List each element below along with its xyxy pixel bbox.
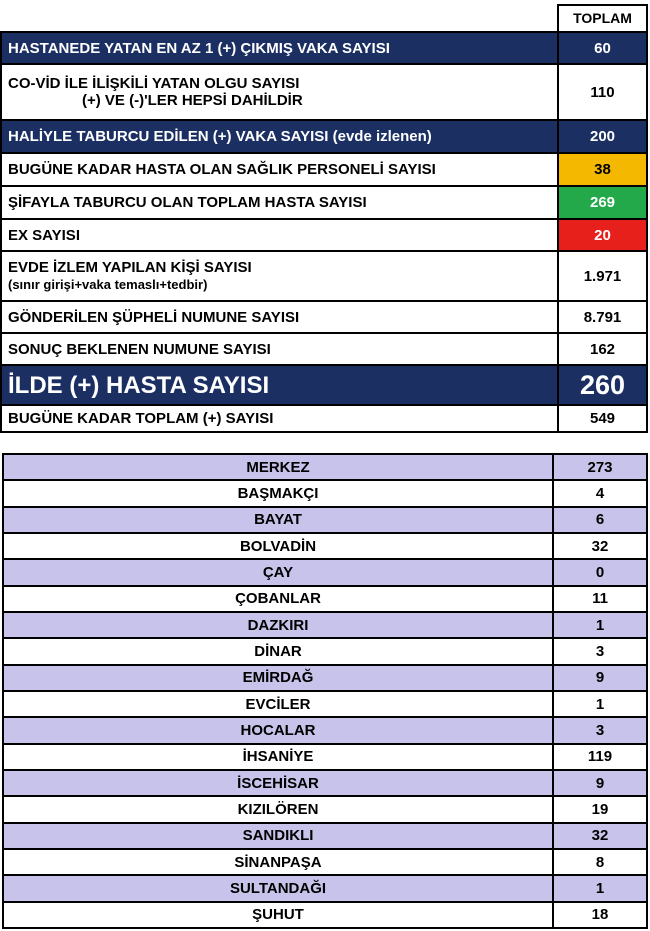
district-row bbox=[3, 454, 647, 480]
summary-row-value: 38 bbox=[558, 153, 647, 186]
district-row bbox=[3, 691, 647, 717]
district-value: 9 bbox=[553, 665, 647, 691]
district-value: 119 bbox=[553, 744, 647, 770]
summary-row-label bbox=[1, 64, 558, 120]
summary-row-value: 260 bbox=[558, 365, 647, 405]
summary-row-label: EX SAYISI bbox=[1, 219, 558, 251]
summary-row-label bbox=[1, 251, 558, 301]
district-value: 32 bbox=[553, 533, 647, 559]
summary-row-label-line1: EVDE İZLEM YAPILAN KİŞİ SAYISI bbox=[8, 259, 252, 276]
district-row bbox=[3, 507, 647, 533]
district-name: ÇAY bbox=[3, 559, 553, 585]
summary-row-label: ŞİFAYLA TABURCU OLAN TOPLAM HASTA SAYISI bbox=[1, 186, 558, 219]
summary-row bbox=[1, 301, 647, 333]
district-name: DAZKIRI bbox=[3, 612, 553, 638]
district-name: EVCİLER bbox=[3, 691, 553, 717]
summary-row bbox=[1, 32, 647, 64]
district-row bbox=[3, 612, 647, 638]
district-value: 18 bbox=[553, 902, 647, 928]
district-value: 6 bbox=[553, 507, 647, 533]
summary-row-label: HALİYLE TABURCU EDİLEN (+) VAKA SAYISI (evde izlenen) bbox=[1, 120, 558, 153]
district-name: BAŞMAKÇI bbox=[3, 480, 553, 506]
district-name: ÇOBANLAR bbox=[3, 586, 553, 612]
summary-row-value: 549 bbox=[558, 405, 647, 432]
summary-row-value: 1.971 bbox=[558, 251, 647, 301]
summary-row-value: 20 bbox=[558, 219, 647, 251]
summary-row bbox=[1, 64, 647, 120]
district-name: HOCALAR bbox=[3, 717, 553, 743]
district-row bbox=[3, 665, 647, 691]
district-name: SANDIKLI bbox=[3, 823, 553, 849]
summary-row-label: BUGÜNE KADAR TOPLAM (+) SAYISI bbox=[1, 405, 558, 432]
district-row bbox=[3, 533, 647, 559]
summary-row-value: 8.791 bbox=[558, 301, 647, 333]
district-row bbox=[3, 823, 647, 849]
district-row bbox=[3, 849, 647, 875]
summary-row-label: HASTANEDE YATAN EN AZ 1 (+) ÇIKMIŞ VAKA SAYISI bbox=[1, 32, 558, 64]
summary-row-label: İLDE (+) HASTA SAYISI bbox=[1, 365, 558, 405]
district-row bbox=[3, 638, 647, 664]
summary-row-label: BUGÜNE KADAR HASTA OLAN SAĞLIK PERSONELİ SAYISI bbox=[1, 153, 558, 186]
district-row bbox=[3, 744, 647, 770]
district-name: KIZILÖREN bbox=[3, 796, 553, 822]
summary-row-value: 60 bbox=[558, 32, 647, 64]
district-value: 0 bbox=[553, 559, 647, 585]
district-value: 3 bbox=[553, 717, 647, 743]
district-value: 32 bbox=[553, 823, 647, 849]
district-value: 1 bbox=[553, 612, 647, 638]
district-name: EMİRDAĞ bbox=[3, 665, 553, 691]
district-value: 11 bbox=[553, 586, 647, 612]
district-name: DİNAR bbox=[3, 638, 553, 664]
district-value: 273 bbox=[553, 454, 647, 480]
summary-row-value: 269 bbox=[558, 186, 647, 219]
summary-table bbox=[0, 4, 648, 433]
summary-row-label-line1: CO-VİD İLE İLİŞKİLİ YATAN OLGU SAYISI bbox=[8, 75, 300, 92]
summary-row-label-line2: (+) VE (-)'LER HEPSİ DAHİLDİR bbox=[82, 92, 303, 109]
district-value: 1 bbox=[553, 875, 647, 901]
summary-row-label: GÖNDERİLEN ŞÜPHELİ NUMUNE SAYISI bbox=[1, 301, 558, 333]
summary-row bbox=[1, 120, 647, 153]
summary-row-value: 162 bbox=[558, 333, 647, 365]
summary-row bbox=[1, 219, 647, 251]
district-value: 3 bbox=[553, 638, 647, 664]
summary-row bbox=[1, 333, 647, 365]
district-name: İSCEHİSAR bbox=[3, 770, 553, 796]
district-value: 9 bbox=[553, 770, 647, 796]
district-row bbox=[3, 586, 647, 612]
summary-row bbox=[1, 405, 647, 432]
summary-row-value: 200 bbox=[558, 120, 647, 153]
summary-row-value: 110 bbox=[558, 64, 647, 120]
district-value: 1 bbox=[553, 691, 647, 717]
district-value: 19 bbox=[553, 796, 647, 822]
summary-row bbox=[1, 365, 647, 405]
summary-header-row bbox=[1, 5, 647, 32]
summary-row bbox=[1, 153, 647, 186]
district-value: 4 bbox=[553, 480, 647, 506]
summary-row bbox=[1, 186, 647, 219]
district-row bbox=[3, 875, 647, 901]
district-row bbox=[3, 717, 647, 743]
district-table bbox=[2, 453, 648, 929]
district-name: ŞUHUT bbox=[3, 902, 553, 928]
district-row bbox=[3, 480, 647, 506]
summary-row-label-line2: (sınır girişi+vaka temaslı+tedbir) bbox=[8, 277, 208, 292]
summary-row-label: SONUÇ BEKLENEN NUMUNE SAYISI bbox=[1, 333, 558, 365]
district-row bbox=[3, 559, 647, 585]
district-name: MERKEZ bbox=[3, 454, 553, 480]
district-row bbox=[3, 770, 647, 796]
district-row bbox=[3, 796, 647, 822]
district-name: BOLVADİN bbox=[3, 533, 553, 559]
district-name: SİNANPAŞA bbox=[3, 849, 553, 875]
district-name: BAYAT bbox=[3, 507, 553, 533]
header-blank-cell bbox=[1, 5, 558, 32]
district-value: 8 bbox=[553, 849, 647, 875]
district-name: İHSANİYE bbox=[3, 744, 553, 770]
summary-row bbox=[1, 251, 647, 301]
district-row bbox=[3, 902, 647, 928]
total-column-header: TOPLAM bbox=[558, 5, 647, 32]
district-name: SULTANDAĞI bbox=[3, 875, 553, 901]
